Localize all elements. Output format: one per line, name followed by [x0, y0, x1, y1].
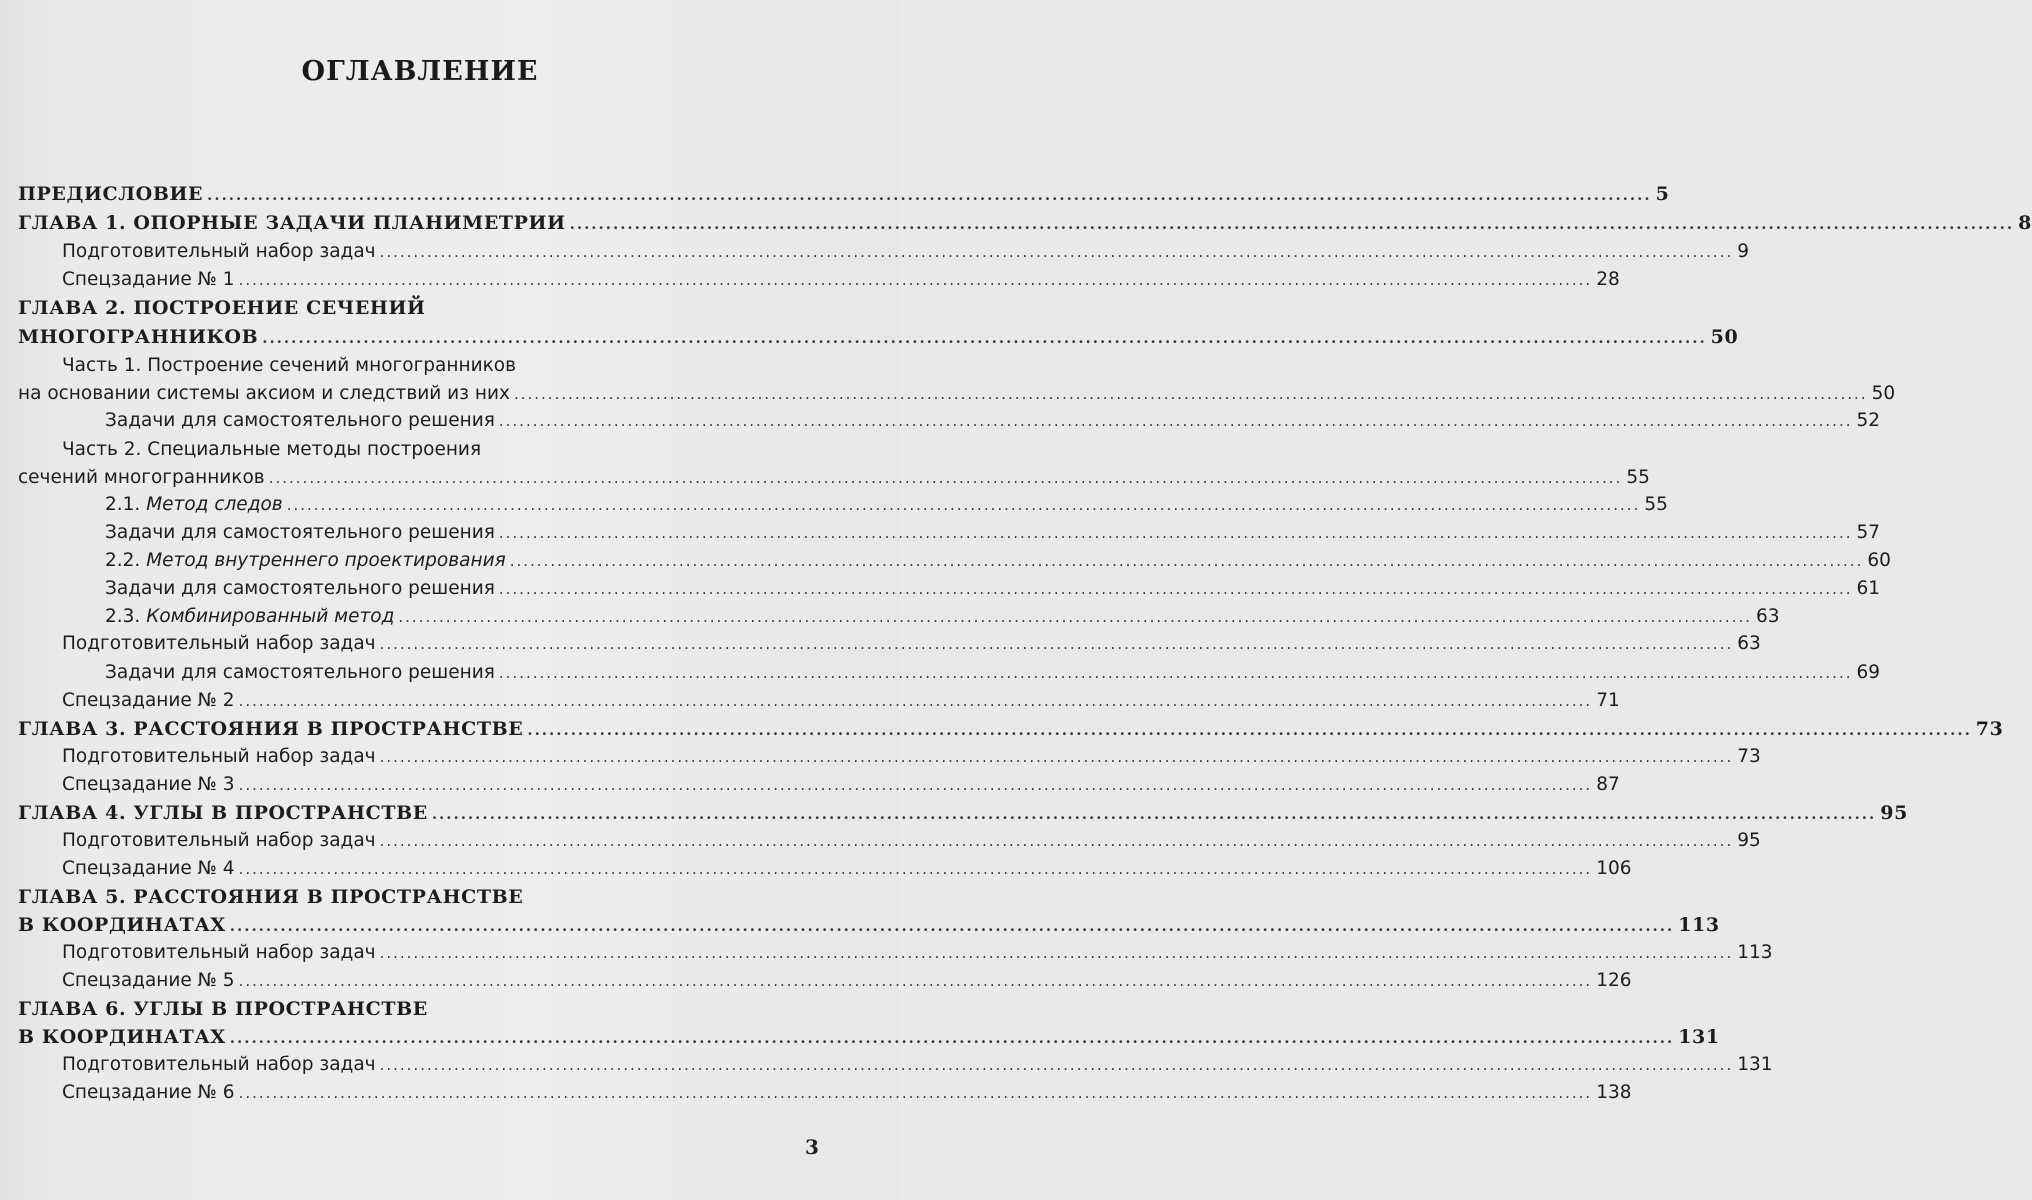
page-ref: 95: [1737, 830, 1761, 851]
toc-entry-preface[interactable]: ПРЕДИСЛОВИЕ ........................................................................................................................................................................................................ 5: [18, 180, 822, 208]
toc-entry-chapter-4[interactable]: ГЛАВА 4. УГЛЫ В ПРОСТРАНСТВЕ ........................................................................................................................................................................................................ 95: [18, 799, 822, 827]
toc-entry-section-2-3[interactable]: 2.3. Комбинированный метод ........................................................................................................................................................................................................ 63: [105, 603, 822, 631]
page-ref: 63: [1756, 606, 1780, 627]
dot-leader: ........................................................................................................................................................................................................: [379, 832, 1734, 850]
dot-leader: ........................................................................................................................................................................................................: [238, 972, 1593, 990]
page-ref: 28: [1596, 269, 1620, 290]
page-ref: 9: [1737, 241, 1749, 262]
page-title: ОГЛАВЛЕНИЕ: [301, 56, 539, 87]
page-ref: 138: [1596, 1082, 1632, 1103]
page-ref: 131: [1678, 1026, 1720, 1048]
dot-leader: ........................................................................................................................................................................................................: [431, 805, 1877, 823]
dot-leader: ........................................................................................................................................................................................................: [498, 664, 1853, 682]
page-ref: 126: [1596, 970, 1632, 991]
toc-entry[interactable]: Задачи для самостоятельного решения ........................................................................................................................................................................................................ 61: [105, 575, 822, 603]
page-ref: 63: [1737, 633, 1761, 654]
dot-leader: ........................................................................................................................................................................................................: [513, 385, 1868, 403]
toc-entry[interactable]: Подготовительный набор задач ........................................................................................................................................................................................................ 63: [62, 630, 822, 658]
page-ref: 113: [1678, 914, 1720, 936]
dot-leader: ........................................................................................................................................................................................................: [379, 944, 1734, 962]
toc-entry[interactable]: Спецзадание № 1 ........................................................................................................................................................................................................ 28: [62, 266, 822, 294]
dot-leader: ........................................................................................................................................................................................................: [379, 748, 1734, 766]
dot-leader: ........................................................................................................................................................................................................: [509, 552, 1864, 570]
dot-leader: ........................................................................................................................................................................................................: [498, 580, 1853, 598]
toc-entry-part-2-cont[interactable]: сечений многогранников ........................................................................................................................................................................................................ 55: [18, 464, 822, 492]
toc-entry-chapter-5[interactable]: ГЛАВА 5. РАССТОЯНИЯ В ПРОСТРАНСТВЕ: [18, 886, 524, 908]
page-ref: 95: [1880, 802, 1908, 824]
page-ref: 55: [1644, 494, 1668, 515]
page-number: 3: [805, 1135, 819, 1159]
dot-leader: ........................................................................................................................................................................................................: [238, 692, 1593, 710]
toc-entry-part-1-cont[interactable]: на основании системы аксиом и следствий из них ........................................................................................................................................................................................................ 50: [18, 380, 822, 408]
dot-leader: ........................................................................................................................................................................................................: [527, 721, 1972, 739]
toc-entry-part-1[interactable]: Часть 1. Построение сечений многогранников: [62, 355, 516, 376]
toc-entry[interactable]: Спецзадание № 2 ........................................................................................................................................................................................................ 71: [62, 687, 822, 715]
dot-leader: ........................................................................................................................................................................................................: [229, 917, 1675, 935]
dot-leader: ........................................................................................................................................................................................................: [238, 1084, 1593, 1102]
dot-leader: ........................................................................................................................................................................................................: [498, 412, 1853, 430]
page-ref: 50: [1710, 326, 1739, 348]
toc-entry[interactable]: Задачи для самостоятельного решения ........................................................................................................................................................................................................ 57: [105, 519, 822, 547]
dot-leader: ........................................................................................................................................................................................................: [286, 496, 1641, 514]
dot-leader: ........................................................................................................................................................................................................: [229, 1029, 1675, 1047]
page-ref: 61: [1856, 578, 1881, 599]
dot-leader: ........................................................................................................................................................................................................: [569, 215, 2015, 233]
page-ref: 55: [1626, 467, 1650, 488]
page-ref: 131: [1737, 1054, 1773, 1075]
toc-entry-chapter-2-cont[interactable]: МНОГОГРАННИКОВ ........................................................................................................................................................................................................ 50: [18, 323, 822, 351]
toc-entry-chapter-2[interactable]: ГЛАВА 2. ПОСТРОЕНИЕ СЕЧЕНИЙ: [18, 297, 426, 319]
toc-entry[interactable]: Подготовительный набор задач ........................................................................................................................................................................................................ 95: [62, 827, 822, 855]
page-ref: 5: [1655, 183, 1670, 205]
dot-leader: ........................................................................................................................................................................................................: [262, 329, 1707, 347]
page-ref: 71: [1596, 690, 1620, 711]
toc-entry[interactable]: Задачи для самостоятельного решения ........................................................................................................................................................................................................ 69: [105, 659, 822, 687]
dot-leader: ........................................................................................................................................................................................................: [398, 608, 1753, 626]
page-ref: 52: [1856, 410, 1881, 431]
toc-entry[interactable]: Задачи для самостоятельного решения ........................................................................................................................................................................................................ 52: [105, 407, 822, 435]
dot-leader: ........................................................................................................................................................................................................: [268, 469, 1623, 487]
toc-entry[interactable]: Спецзадание № 6 ........................................................................................................................................................................................................ 138: [62, 1079, 822, 1107]
dot-leader: ........................................................................................................................................................................................................: [207, 186, 1652, 204]
dot-leader: ........................................................................................................................................................................................................: [238, 860, 1593, 878]
page-ref: 106: [1596, 858, 1632, 879]
page-ref: 50: [1871, 383, 1896, 404]
page-ref: 57: [1856, 522, 1881, 543]
toc-entry-chapter-6[interactable]: ГЛАВА 6. УГЛЫ В ПРОСТРАНСТВЕ: [18, 998, 428, 1020]
toc-entry-part-2[interactable]: Часть 2. Специальные методы построения: [62, 439, 482, 460]
page-ref: 113: [1737, 942, 1773, 963]
toc-entry[interactable]: Подготовительный набор задач ........................................................................................................................................................................................................ 73: [62, 743, 822, 771]
toc-entry-chapter-1[interactable]: ГЛАВА 1. ОПОРНЫЕ ЗАДАЧИ ПЛАНИМЕТРИИ ........................................................................................................................................................................................................ 8: [18, 209, 822, 237]
toc-entry-chapter-3[interactable]: ГЛАВА 3. РАССТОЯНИЯ В ПРОСТРАНСТВЕ ........................................................................................................................................................................................................ 73: [18, 715, 822, 743]
toc-entry-chapter-5-cont[interactable]: В КООРДИНАТАХ ........................................................................................................................................................................................................ 113: [18, 911, 822, 939]
dot-leader: ........................................................................................................................................................................................................: [238, 271, 1593, 289]
toc-entry[interactable]: Спецзадание № 4 ........................................................................................................................................................................................................ 106: [62, 855, 822, 883]
dot-leader: ........................................................................................................................................................................................................: [379, 1056, 1734, 1074]
page-ref: 69: [1856, 662, 1881, 683]
toc-entry-section-2-1[interactable]: 2.1. Метод следов ........................................................................................................................................................................................................ 55: [105, 491, 822, 519]
page-ref: 60: [1867, 550, 1891, 571]
dot-leader: ........................................................................................................................................................................................................: [379, 635, 1734, 653]
toc-entry[interactable]: Спецзадание № 5 ........................................................................................................................................................................................................ 126: [62, 967, 822, 995]
page-ref: 8: [2018, 212, 2032, 234]
page-ref: 73: [1975, 718, 2004, 740]
page-ref: 73: [1737, 746, 1761, 767]
dot-leader: ........................................................................................................................................................................................................: [379, 243, 1734, 261]
toc-entry[interactable]: Подготовительный набор задач ........................................................................................................................................................................................................ 113: [62, 939, 822, 967]
dot-leader: ........................................................................................................................................................................................................: [238, 776, 1593, 794]
toc-entry[interactable]: Подготовительный набор задач ........................................................................................................................................................................................................ 131: [62, 1051, 822, 1079]
toc-entry-chapter-6-cont[interactable]: В КООРДИНАТАХ ........................................................................................................................................................................................................ 131: [18, 1023, 822, 1051]
dot-leader: ........................................................................................................................................................................................................: [498, 524, 1853, 542]
page-ref: 87: [1596, 774, 1620, 795]
toc-entry-section-2-2[interactable]: 2.2. Метод внутреннего проектирования ........................................................................................................................................................................................................ 60: [105, 547, 822, 575]
toc-entry[interactable]: Подготовительный набор задач ........................................................................................................................................................................................................ 9: [62, 238, 822, 266]
toc-entry[interactable]: Спецзадание № 3 ........................................................................................................................................................................................................ 87: [62, 771, 822, 799]
